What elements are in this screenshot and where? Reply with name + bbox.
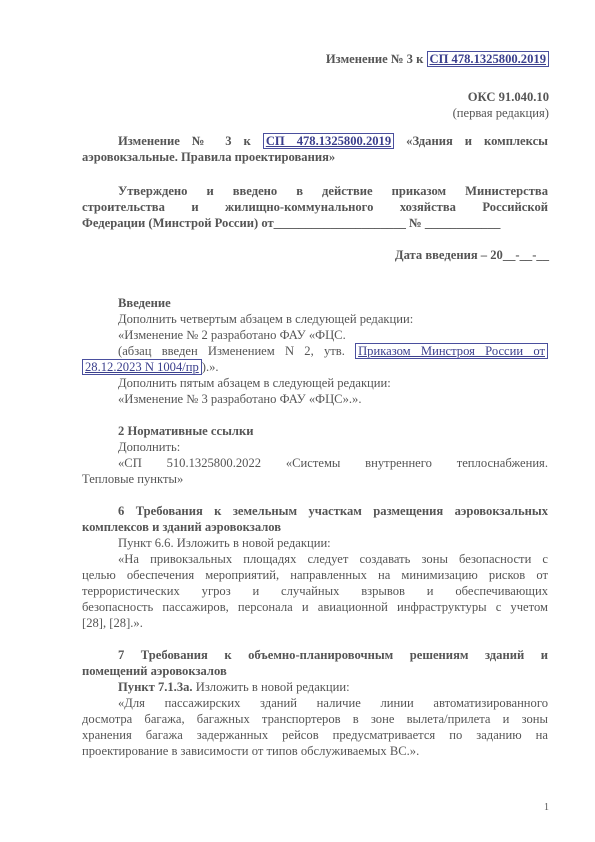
approval-line-1: Утверждено и введено в действие приказом Министерства: [118, 184, 548, 198]
sec6-line-4: террористических угроз и случайных взрывов и обеспечивающих: [82, 584, 548, 598]
sec7-line-1: [118, 680, 350, 695]
approval-line-2: строительства и жилищно-коммунального хозяйства Российской: [82, 200, 548, 214]
sec6-line-5: безопасность пассажиров, персонала и авиационной инфраструктуры с учетом: [82, 600, 548, 614]
page-number: 1: [544, 802, 549, 813]
title-doc-link[interactable]: СП 478.1325800.2019: [263, 133, 394, 149]
sec7-heading-1: 7 Требования к объемно-планировочным решениям зданий и: [118, 648, 548, 662]
sec6-line-1: Пункт 6.6. Изложить в новой редакции:: [118, 536, 331, 550]
sec7-clause-number: Пункт 7.1.3а.: [118, 680, 193, 694]
header-change-prefix: Изменение № 3 к: [325, 52, 427, 66]
oks-code: ОКС 91.040.10: [467, 90, 549, 104]
intro-line-3-text: (абзац введен Изменением N 2, утв.: [118, 344, 345, 358]
title-line-1: [118, 134, 548, 149]
header-doc-link[interactable]: СП 478.1325800.2019: [427, 51, 550, 67]
sec7-line-5: проектирование в зависимости от типов обслуживаемых ВС.».: [82, 744, 420, 758]
intro-heading: Введение: [118, 296, 171, 310]
intro-line-4: [82, 360, 219, 375]
sec7-heading-2: помещений аэровокзалов: [82, 664, 227, 678]
sec7-line-2: «Для пассажирских зданий наличие линии автоматизированного: [118, 696, 548, 710]
sec7-line-4: хранения багажа задержанных рейсов предусматривается по заданию на: [82, 728, 548, 742]
sec6-heading-1: 6 Требования к земельным участкам размещения аэровокзальных: [118, 504, 548, 518]
intro-line-6: «Изменение № 3 разработано ФАУ «ФЦС».».: [118, 392, 362, 406]
intro-line-5: Дополнить пятым абзацем в следующей редакции:: [118, 376, 391, 390]
intro-line-4-text: ).».: [201, 360, 219, 374]
sec6-line-3: целью обеспечения мероприятий, направленных на минимизацию рисков от: [82, 568, 548, 582]
intro-line-3: [118, 344, 548, 359]
sec6-line-2: «На привокзальных площадях следует создавать зоны безопасности с: [118, 552, 548, 566]
intro-line-1: Дополнить четвертым абзацем в следующей редакции:: [118, 312, 414, 326]
approval-line-3: Федерации (Минстрой России) от_____________________ № ____________: [82, 216, 501, 230]
refs-line-3: Тепловые пункты»: [82, 472, 184, 486]
order-link-date[interactable]: 28.12.2023 N 1004/пр: [82, 359, 202, 375]
sec6-line-6: [28], [28].».: [82, 616, 143, 630]
title-line-2: аэровокзальные. Правила проектирования»: [82, 150, 336, 164]
order-link[interactable]: Приказом Минстроя России от: [355, 343, 548, 359]
refs-line-1: Дополнить:: [118, 440, 181, 454]
refs-line-2: «СП 510.1325800.2022 «Системы внутреннего теплоснабжения.: [118, 456, 548, 470]
intro-line-2: «Изменение № 2 разработано ФАУ «ФЦС.: [118, 328, 346, 342]
date-intro: Дата введения – 20__-__-__: [394, 248, 549, 262]
refs-heading: 2 Нормативные ссылки: [118, 424, 254, 438]
sec6-heading-2: комплексов и зданий аэровокзалов: [82, 520, 282, 534]
edition-note: (первая редакция): [452, 106, 549, 120]
title-suffix: «Здания и комплексы: [394, 134, 549, 148]
header-change-line: [326, 52, 549, 67]
sec7-line-3: досмотра багажа, багажных транспортеров в зоне вылета/прилета и зоны: [82, 712, 548, 726]
sec7-line-1-text: Изложить в новой редакции:: [192, 680, 350, 694]
title-prefix: Изменение № 3 к: [118, 134, 263, 148]
